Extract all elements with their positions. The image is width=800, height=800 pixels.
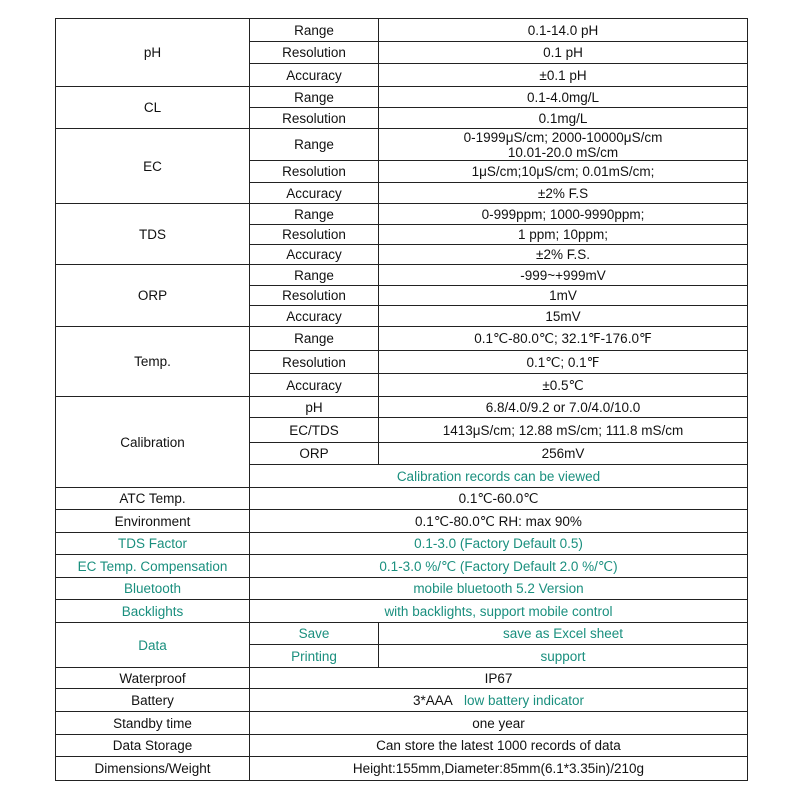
table-row bbox=[56, 265, 748, 286]
table-row bbox=[56, 668, 748, 689]
standby-value: one year bbox=[250, 712, 748, 735]
cl-label: CL bbox=[56, 87, 250, 129]
calibration-ph-label: pH bbox=[250, 397, 379, 418]
tds-range-label: Range bbox=[250, 204, 379, 225]
orp-range-label: Range bbox=[250, 265, 379, 286]
battery-type: 3*AAA bbox=[412, 692, 453, 708]
ph-resolution-label: Resolution bbox=[250, 42, 379, 64]
table-row bbox=[56, 488, 748, 510]
bluetooth-label: Bluetooth bbox=[56, 578, 250, 600]
table-row bbox=[56, 397, 748, 418]
ec-range-label: Range bbox=[250, 129, 379, 161]
tds-resolution-value: 1 ppm; 10ppm; bbox=[379, 225, 748, 245]
cl-resolution-label: Resolution bbox=[250, 108, 379, 129]
tds-accuracy-label: Accuracy bbox=[250, 245, 379, 265]
waterproof-label: Waterproof bbox=[56, 668, 250, 689]
orp-resolution-value: 1mV bbox=[379, 286, 748, 306]
ph-range-value: 0.1-14.0 pH bbox=[379, 19, 748, 42]
ec-range-line2: 10.01-20.0 mS/cm bbox=[507, 144, 619, 160]
table-row bbox=[56, 689, 748, 712]
orp-accuracy-label: Accuracy bbox=[250, 306, 379, 327]
calibration-ec-tds-label: EC/TDS bbox=[250, 418, 379, 443]
ph-label: pH bbox=[56, 19, 250, 87]
orp-resolution-label: Resolution bbox=[250, 286, 379, 306]
table-row bbox=[56, 19, 748, 42]
orp-label: ORP bbox=[56, 265, 250, 327]
temp-accuracy-label: Accuracy bbox=[250, 374, 379, 397]
storage-value: Can store the latest 1000 records of data bbox=[250, 735, 748, 757]
table-row bbox=[56, 600, 748, 623]
bluetooth-value: mobile bluetooth 5.2 Version bbox=[250, 578, 748, 600]
tds-accuracy-value: ±2% F.S. bbox=[379, 245, 748, 265]
table-row bbox=[56, 623, 748, 645]
table-row bbox=[56, 510, 748, 533]
calibration-orp-value: 256mV bbox=[379, 443, 748, 465]
dimensions-value: Height:155mm,Diameter:85mm(6.1*3.35in)/210g bbox=[250, 757, 748, 781]
battery-value bbox=[250, 689, 748, 712]
table-row bbox=[56, 712, 748, 735]
tds-label: TDS bbox=[56, 204, 250, 265]
storage-label: Data Storage bbox=[56, 735, 250, 757]
table-row bbox=[56, 327, 748, 351]
data-save-label: Save bbox=[250, 623, 379, 645]
ph-accuracy-label: Accuracy bbox=[250, 64, 379, 87]
backlights-label: Backlights bbox=[56, 600, 250, 623]
ec-accuracy-label: Accuracy bbox=[250, 183, 379, 204]
table-row bbox=[56, 87, 748, 108]
table-row bbox=[56, 735, 748, 757]
temp-resolution-label: Resolution bbox=[250, 351, 379, 374]
standby-label: Standby time bbox=[56, 712, 250, 735]
data-printing-value: support bbox=[379, 645, 748, 668]
tds-resolution-label: Resolution bbox=[250, 225, 379, 245]
backlights-value: with backlights, support mobile control bbox=[250, 600, 748, 623]
data-printing-label: Printing bbox=[250, 645, 379, 668]
ec-range-value bbox=[379, 129, 748, 161]
ec-range-line1: 0-1999μS/cm; 2000-10000μS/cm bbox=[463, 129, 663, 145]
temp-range-label: Range bbox=[250, 327, 379, 351]
cl-resolution-value: 0.1mg/L bbox=[379, 108, 748, 129]
ec-resolution-value: 1μS/cm;10μS/cm; 0.01mS/cm; bbox=[379, 161, 748, 183]
temp-label: Temp. bbox=[56, 327, 250, 397]
calibration-label: Calibration bbox=[56, 397, 250, 488]
atc-temp-value: 0.1℃-60.0℃ bbox=[250, 488, 748, 510]
dimensions-label: Dimensions/Weight bbox=[56, 757, 250, 781]
tds-factor-value: 0.1-3.0 (Factory Default 0.5) bbox=[250, 533, 748, 555]
ec-temp-comp-label: EC Temp. Compensation bbox=[56, 555, 250, 578]
atc-temp-label: ATC Temp. bbox=[56, 488, 250, 510]
tds-factor-label: TDS Factor bbox=[56, 533, 250, 555]
data-label: Data bbox=[56, 623, 250, 668]
table-row bbox=[56, 129, 748, 161]
spec-table bbox=[55, 18, 748, 781]
table-row bbox=[56, 555, 748, 578]
table-row bbox=[56, 533, 748, 555]
table-row bbox=[56, 578, 748, 600]
calibration-ph-value: 6.8/4.0/9.2 or 7.0/4.0/10.0 bbox=[379, 397, 748, 418]
temp-resolution-value: 0.1℃; 0.1℉ bbox=[379, 351, 748, 374]
temp-accuracy-value: ±0.5℃ bbox=[379, 374, 748, 397]
battery-label: Battery bbox=[56, 689, 250, 712]
environment-value: 0.1℃-80.0℃ RH: max 90% bbox=[250, 510, 748, 533]
ph-accuracy-value: ±0.1 pH bbox=[379, 64, 748, 87]
temp-range-value: 0.1℃-80.0℃; 32.1℉-176.0℉ bbox=[379, 327, 748, 351]
ec-accuracy-value: ±2% F.S bbox=[379, 183, 748, 204]
ph-range-label: Range bbox=[250, 19, 379, 42]
waterproof-value: IP67 bbox=[250, 668, 748, 689]
calibration-ec-tds-value: 1413μS/cm; 12.88 mS/cm; 111.8 mS/cm bbox=[379, 418, 748, 443]
ph-resolution-value: 0.1 pH bbox=[379, 42, 748, 64]
calibration-orp-label: ORP bbox=[250, 443, 379, 465]
orp-accuracy-value: 15mV bbox=[379, 306, 748, 327]
ec-temp-comp-value: 0.1-3.0 %/℃ (Factory Default 2.0 %/℃) bbox=[250, 555, 748, 578]
calibration-records-note: Calibration records can be viewed bbox=[250, 465, 748, 488]
table-row bbox=[56, 204, 748, 225]
cl-range-label: Range bbox=[250, 87, 379, 108]
tds-range-value: 0-999ppm; 1000-9990ppm; bbox=[379, 204, 748, 225]
data-save-value: save as Excel sheet bbox=[379, 623, 748, 645]
battery-indicator: low battery indicator bbox=[463, 692, 585, 708]
environment-label: Environment bbox=[56, 510, 250, 533]
orp-range-value: -999~+999mV bbox=[379, 265, 748, 286]
table-row bbox=[56, 757, 748, 781]
cl-range-value: 0.1-4.0mg/L bbox=[379, 87, 748, 108]
ec-resolution-label: Resolution bbox=[250, 161, 379, 183]
ec-label: EC bbox=[56, 129, 250, 204]
